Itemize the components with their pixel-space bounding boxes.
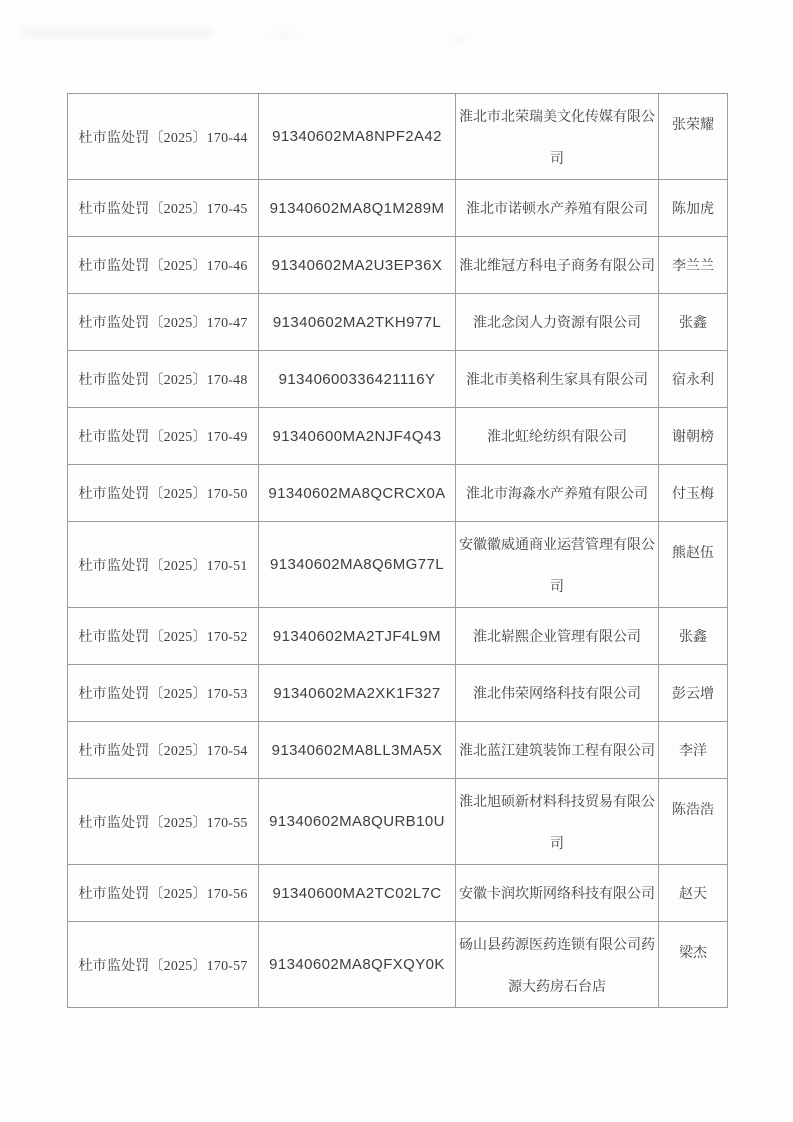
company-name-cell: 淮北虹纶纺织有限公司 (456, 408, 659, 465)
table-row (68, 522, 728, 608)
company-name-cell: 砀山县药源医药连锁有限公司药源大药房石台店 (456, 922, 659, 1008)
credit-code-cell: 91340602MA8QURB10U (259, 779, 456, 865)
person-name-cell: 赵天 (659, 865, 728, 922)
doc-number-cell: 杜市监处罚〔2025〕170-48 (68, 351, 259, 408)
table-row (68, 465, 728, 522)
company-name-cell: 淮北崭熙企业管理有限公司 (456, 608, 659, 665)
person-name-cell: 谢朝榜 (659, 408, 728, 465)
doc-number-cell: 杜市监处罚〔2025〕170-55 (68, 779, 259, 865)
person-name-cell: 彭云增 (659, 665, 728, 722)
doc-number-cell: 杜市监处罚〔2025〕170-57 (68, 922, 259, 1008)
table-row (68, 408, 728, 465)
person-name-cell: 张鑫 (659, 294, 728, 351)
credit-code-cell: 91340602MA8Q6MG77L (259, 522, 456, 608)
credit-code-cell: 91340602MA8QCRCX0A (259, 465, 456, 522)
credit-code-cell: 91340602MA8QFXQY0K (259, 922, 456, 1008)
table-row (68, 779, 728, 865)
scan-smudge (22, 28, 212, 37)
person-name-cell: 张荣耀 (659, 94, 728, 180)
person-name-cell: 陈浩浩 (659, 779, 728, 865)
doc-number-cell: 杜市监处罚〔2025〕170-44 (68, 94, 259, 180)
table-row (68, 608, 728, 665)
doc-number-cell: 杜市监处罚〔2025〕170-51 (68, 522, 259, 608)
table-row (68, 722, 728, 779)
doc-number-cell: 杜市监处罚〔2025〕170-45 (68, 180, 259, 237)
doc-number-cell: 杜市监处罚〔2025〕170-53 (68, 665, 259, 722)
table-row (68, 865, 728, 922)
person-name-cell: 熊赵伍 (659, 522, 728, 608)
credit-code-cell: 91340602MA8LL3MA5X (259, 722, 456, 779)
company-name-cell: 淮北伟荣网络科技有限公司 (456, 665, 659, 722)
credit-code-cell: 91340600MA2NJF4Q43 (259, 408, 456, 465)
person-name-cell: 李兰兰 (659, 237, 728, 294)
credit-code-cell: 91340602MA8NPF2A42 (259, 94, 456, 180)
credit-code-cell: 91340602MA2U3EP36X (259, 237, 456, 294)
person-name-cell: 付玉梅 (659, 465, 728, 522)
table-row (68, 94, 728, 180)
table-row (68, 237, 728, 294)
person-name-cell: 李洋 (659, 722, 728, 779)
credit-code-cell: 91340602MA8Q1M289M (259, 180, 456, 237)
person-name-cell: 宿永利 (659, 351, 728, 408)
company-name-cell: 淮北念闵人力资源有限公司 (456, 294, 659, 351)
company-name-cell: 淮北旭硕新材料科技贸易有限公司 (456, 779, 659, 865)
table-row (68, 180, 728, 237)
credit-code-cell: 91340602MA2TKH977L (259, 294, 456, 351)
company-name-cell: 淮北维冠方科电子商务有限公司 (456, 237, 659, 294)
company-name-cell: 淮北市诺顿水产养殖有限公司 (456, 180, 659, 237)
doc-number-cell: 杜市监处罚〔2025〕170-50 (68, 465, 259, 522)
doc-number-cell: 杜市监处罚〔2025〕170-46 (68, 237, 259, 294)
doc-number-cell: 杜市监处罚〔2025〕170-52 (68, 608, 259, 665)
scan-smudge (270, 32, 300, 38)
scan-smudge (448, 36, 468, 42)
company-name-cell: 安徽徽威通商业运营管理有限公司 (456, 522, 659, 608)
credit-code-cell: 91340600336421116Y (259, 351, 456, 408)
doc-number-cell: 杜市监处罚〔2025〕170-56 (68, 865, 259, 922)
table-row (68, 922, 728, 1008)
credit-code-cell: 91340602MA2XK1F327 (259, 665, 456, 722)
company-name-cell: 淮北蓝江建筑装饰工程有限公司 (456, 722, 659, 779)
person-name-cell: 陈加虎 (659, 180, 728, 237)
company-name-cell: 淮北市美格利生家具有限公司 (456, 351, 659, 408)
table-row (68, 351, 728, 408)
table-row (68, 665, 728, 722)
doc-number-cell: 杜市监处罚〔2025〕170-47 (68, 294, 259, 351)
penalty-table (67, 93, 728, 1008)
table-row (68, 294, 728, 351)
person-name-cell: 梁杰 (659, 922, 728, 1008)
doc-number-cell: 杜市监处罚〔2025〕170-49 (68, 408, 259, 465)
company-name-cell: 淮北市海淼水产养殖有限公司 (456, 465, 659, 522)
company-name-cell: 淮北市北荣瑞美文化传媒有限公司 (456, 94, 659, 180)
credit-code-cell: 91340602MA2TJF4L9M (259, 608, 456, 665)
company-name-cell: 安徽卡润坎斯网络科技有限公司 (456, 865, 659, 922)
person-name-cell: 张鑫 (659, 608, 728, 665)
credit-code-cell: 91340600MA2TC02L7C (259, 865, 456, 922)
doc-number-cell: 杜市监处罚〔2025〕170-54 (68, 722, 259, 779)
